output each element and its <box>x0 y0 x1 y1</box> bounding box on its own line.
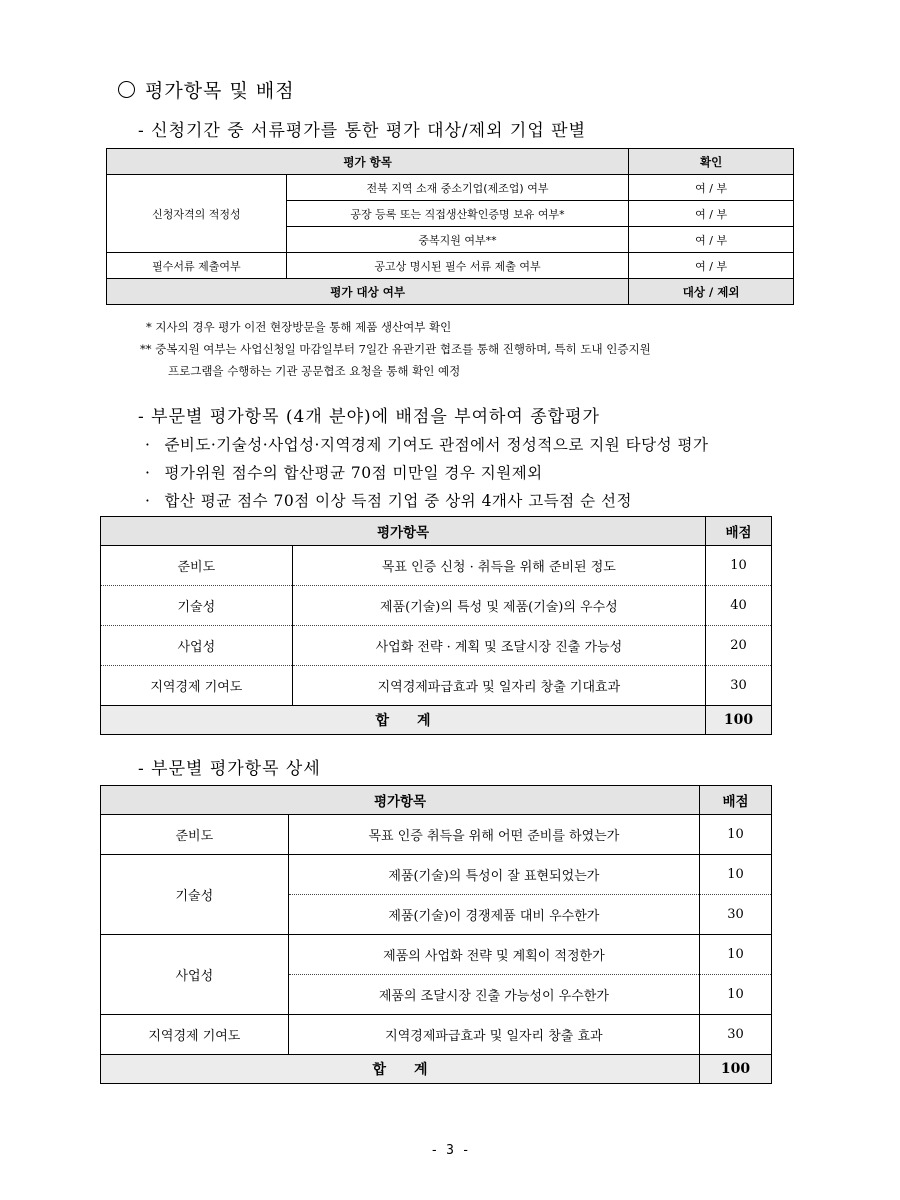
description-cell: 목표 인증 신청 · 취득을 위해 준비된 정도 <box>292 546 705 586</box>
heading-text: 평가항목 및 배점 <box>145 80 295 102</box>
table-row <box>101 626 772 666</box>
group-label: 필수서류 제출여부 <box>107 253 287 279</box>
score-cell: 30 <box>700 1015 772 1055</box>
category-cell: 사업성 <box>101 935 289 1015</box>
score-cell: 10 <box>700 935 772 975</box>
group-label: 신청자격의 적정성 <box>107 175 287 253</box>
table-row <box>107 175 794 201</box>
description-cell: 사업화 전략 · 계획 및 조달시장 진출 가능성 <box>292 626 705 666</box>
table-row <box>107 253 794 279</box>
score-cell: 10 <box>706 546 772 586</box>
header-item: 평가항목 <box>101 786 700 815</box>
table-row <box>101 935 772 975</box>
description-cell: 지역경제파급효과 및 일자리 창출 효과 <box>288 1015 699 1055</box>
category-cell: 준비도 <box>101 546 293 586</box>
description-cell: 제품(기술)이 경쟁제품 대비 우수한가 <box>288 895 699 935</box>
table-row <box>101 546 772 586</box>
bullet-item: · 합산 평균 점수 70점 이상 득점 기업 중 상위 4개사 고득점 순 선정 <box>145 492 632 510</box>
footnote-2a: ** 중복지원 여부는 사업신청일 마감일부터 7일간 유관기관 협조를 통해 진행하며, 특히 도내 인증지원 <box>140 342 651 356</box>
category-cell: 사업성 <box>101 626 293 666</box>
category-cell: 기술성 <box>101 586 293 626</box>
table-row <box>101 1015 772 1055</box>
footnotes <box>140 316 651 382</box>
category-cell: 준비도 <box>101 815 289 855</box>
description-cell: 지역경제파급효과 및 일자리 창출 기대효과 <box>292 666 705 706</box>
header-item: 평가항목 <box>101 517 706 546</box>
scoring-table <box>100 516 772 735</box>
table-row <box>101 855 772 895</box>
header-score: 배점 <box>700 786 772 815</box>
total-value: 100 <box>706 706 772 735</box>
item-cell: 공장 등록 또는 직접생산확인증명 보유 여부* <box>286 201 628 227</box>
check-cell: 여 / 부 <box>629 253 794 279</box>
total-label: 합계 <box>101 706 706 735</box>
category-cell: 기술성 <box>101 855 289 935</box>
check-cell: 여 / 부 <box>629 227 794 253</box>
item-cell: 중복지원 여부** <box>286 227 628 253</box>
item-cell: 전북 지역 소재 중소기업(제조업) 여부 <box>286 175 628 201</box>
total-label: 합계 <box>101 1055 700 1084</box>
table-row <box>101 815 772 855</box>
header-check: 확인 <box>629 149 794 175</box>
description-cell: 목표 인증 취득을 위해 어떤 준비를 하였는가 <box>288 815 699 855</box>
bullet-item: · 평가위원 점수의 합산평균 70점 미만일 경우 지원제외 <box>145 464 543 482</box>
check-cell: 여 / 부 <box>629 175 794 201</box>
bullet-item: · 준비도·기술성·사업성·지역경제 기여도 관점에서 정성적으로 지원 타당성 평가 <box>145 436 709 454</box>
header-score: 배점 <box>706 517 772 546</box>
footer-label: 평가 대상 여부 <box>107 279 629 305</box>
description-cell: 제품의 조달시장 진출 가능성이 우수한가 <box>288 975 699 1015</box>
eligibility-table <box>106 148 794 305</box>
category-cell: 지역경제 기여도 <box>101 1015 289 1055</box>
score-cell: 20 <box>706 626 772 666</box>
detail-scoring-table <box>100 785 772 1084</box>
table-row <box>101 666 772 706</box>
footer-value: 대상 / 제외 <box>629 279 794 305</box>
footnote-1: * 지사의 경우 평가 이전 현장방문을 통해 제품 생산여부 확인 <box>146 320 452 334</box>
section2-title: - 부문별 평가항목 (4개 분야)에 배점을 부여하여 종합평가 <box>138 407 600 427</box>
category-cell: 지역경제 기여도 <box>101 666 293 706</box>
check-cell: 여 / 부 <box>629 201 794 227</box>
score-cell: 30 <box>700 895 772 935</box>
score-cell: 30 <box>706 666 772 706</box>
section1-title: - 신청기간 중 서류평가를 통한 평가 대상/제외 기업 판별 <box>138 121 586 141</box>
description-cell: 제품의 사업화 전략 및 계획이 적정한가 <box>288 935 699 975</box>
score-cell: 10 <box>700 855 772 895</box>
total-value: 100 <box>700 1055 772 1084</box>
section-heading <box>118 76 295 103</box>
item-cell: 공고상 명시된 필수 서류 제출 여부 <box>286 253 628 279</box>
header-item: 평가 항목 <box>107 149 629 175</box>
section3-title: - 부문별 평가항목 상세 <box>138 759 321 779</box>
footnote-2b: 프로그램을 수행하는 기관 공문협조 요청을 통해 확인 예정 <box>168 364 461 378</box>
description-cell: 제품(기술)의 특성 및 제품(기술)의 우수성 <box>292 586 705 626</box>
score-cell: 40 <box>706 586 772 626</box>
table-row <box>101 586 772 626</box>
description-cell: 제품(기술)의 특성이 잘 표현되었는가 <box>288 855 699 895</box>
score-cell: 10 <box>700 815 772 855</box>
page-number: - 3 - <box>430 1143 470 1158</box>
circle-bullet-icon <box>118 81 135 98</box>
score-cell: 10 <box>700 975 772 1015</box>
